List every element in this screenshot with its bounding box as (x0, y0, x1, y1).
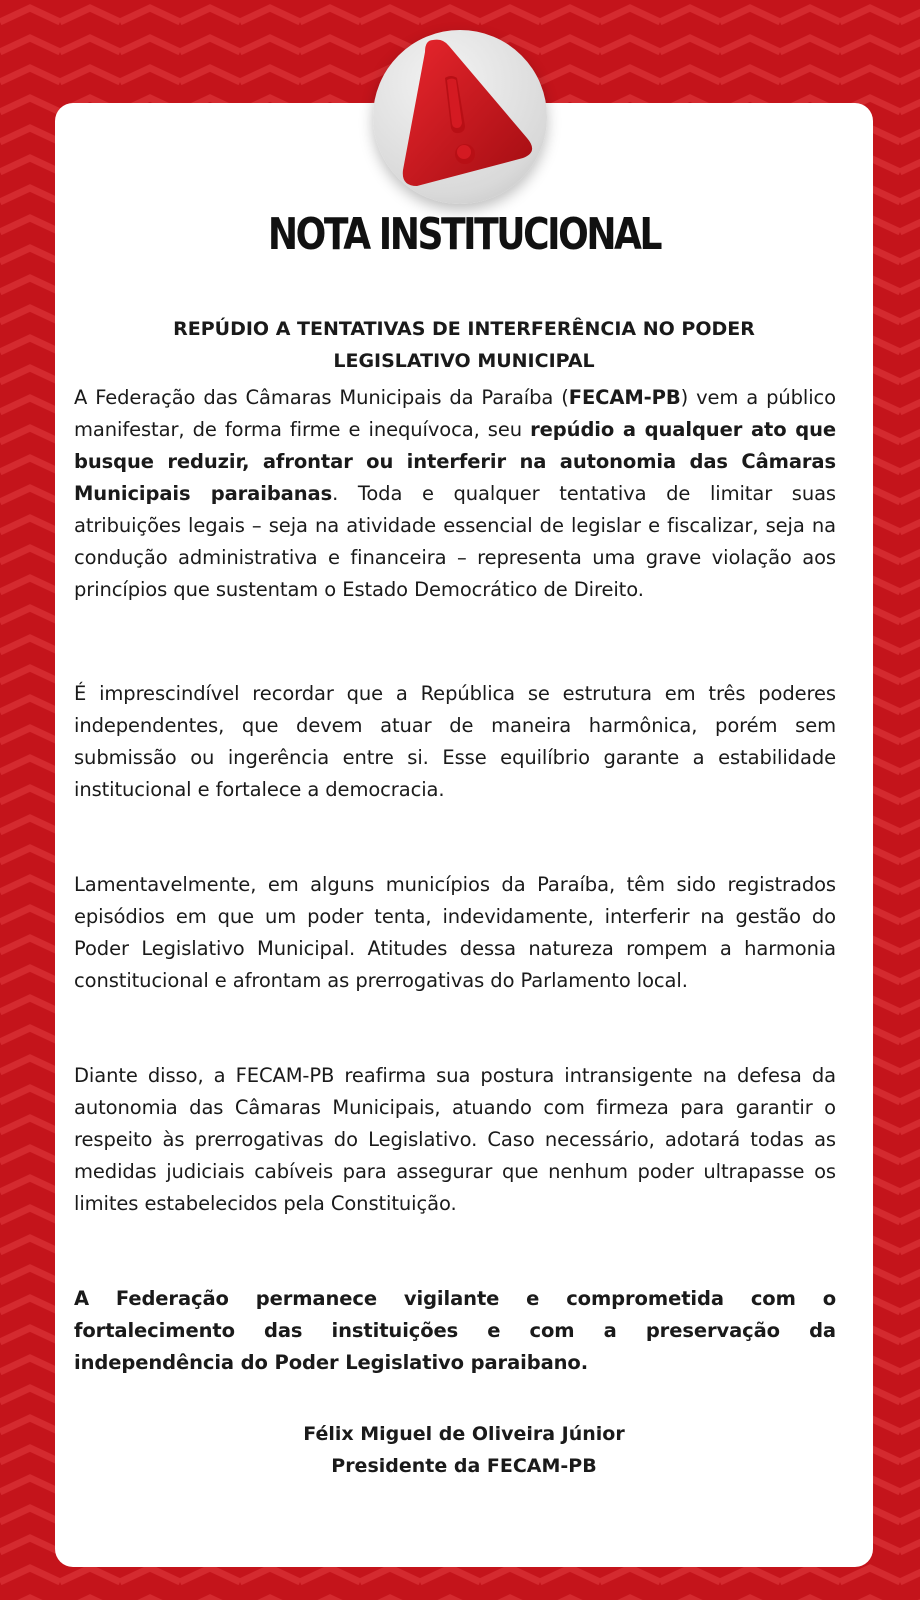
paragraph-1-part-b: FECAM-PB (568, 386, 681, 409)
paragraph-4: Diante disso, a FECAM-PB reafirma sua postura intransigente na defesa da autonomia das Câmaras Municipais, atuando com firmeza para garantir o respeito às prerrogativas do Legislativo. Caso necessário, adotará todas as medidas judiciais cabíveis para assegurar que nenhum poder ultrapasse os limites estabelecidos pela Constituição. (74, 1064, 836, 1215)
paragraph-1-part-c: ) vem a público manifestar, de forma firme e inequívoca, seu (74, 386, 836, 441)
page-title: NOTA INSTITUCIONAL (267, 209, 661, 260)
paragraph-5: A Federação permanece vigilante e comprometida com o fortalecimento das instituições e com a preservação da independência do Poder Legislativo paraibano. (74, 1287, 836, 1374)
subtitle-line-1: REPÚDIO A TENTATIVAS DE INTERFERÊNCIA NO PODER (173, 318, 755, 340)
paragraph-1-part-e: . Toda e qualquer tentativa de limitar suas atribuições legais – seja na atividade essencial de legislar e fiscalizar, seja na condução administrativa e financeira – representa uma grave violação aos princípios que sustentam o Estado Democrático de Direito. (74, 482, 836, 601)
paragraph-1 (74, 382, 836, 606)
warning-triangle-icon (373, 30, 547, 204)
document-subtitle (55, 313, 873, 377)
signature-block (55, 1418, 873, 1482)
paragraph-3: Lamentavelmente, em alguns municípios da Paraíba, têm sido registrados episódios em que um poder tenta, indevidamente, interferir na gestão do Poder Legislativo Municipal. Atitudes dessa natureza rompem a harmonia constitucional e afrontam as prerrogativas do Parlamento local. (74, 873, 836, 992)
alert-badge (373, 30, 547, 204)
paragraph-1-part-d: repúdio a qualquer ato que busque reduzir, afrontar ou interferir na autonomia das Câmaras Municipais paraibanas (74, 418, 837, 505)
subtitle-line-2: LEGISLATIVO MUNICIPAL (333, 350, 595, 372)
paragraph-1-part-a: A Federação das Câmaras Municipais da Paraíba ( (74, 386, 569, 409)
paragraph-2: É imprescindível recordar que a República se estrutura em três poderes independentes, que devem atuar de maneira harmônica, porém sem submissão ou ingerência entre si. Esse equilíbrio garante a estabilidade institucional e fortalece a democracia. (74, 682, 836, 801)
signature-name: Félix Miguel de Oliveira Júnior (303, 1423, 625, 1445)
signature-role: Presidente da FECAM-PB (331, 1455, 597, 1477)
